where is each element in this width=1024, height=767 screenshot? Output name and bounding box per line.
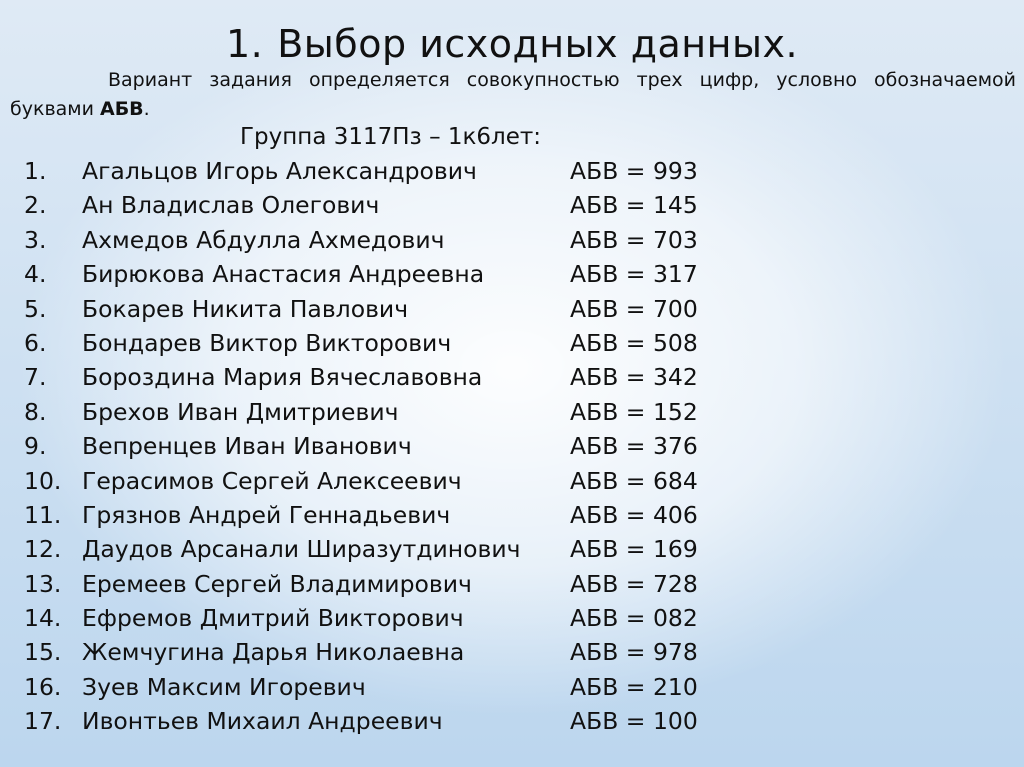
student-index: 2. [24, 191, 47, 220]
student-index: 7. [24, 363, 47, 392]
list-item [0, 498, 1024, 532]
student-index: 13. [24, 569, 62, 598]
list-item [0, 567, 1024, 601]
list-item [0, 360, 1024, 394]
student-name: Герасимов Сергей Алексеевич [82, 466, 462, 495]
student-index: 11. [24, 500, 62, 529]
list-item [0, 704, 1024, 738]
title-text: Выбор исходных данных. [277, 22, 799, 66]
list-item [0, 670, 1024, 704]
student-name: Агальцов Игорь Александрович [82, 157, 477, 185]
intro-bold: АБВ [100, 98, 144, 120]
list-item [0, 464, 1024, 498]
title-number: 1. [225, 22, 264, 66]
list-item [0, 395, 1024, 429]
list-item [0, 326, 1024, 360]
student-index: 8. [24, 397, 47, 426]
intro-text: Вариант задания определяется совокупностью трех цифр, условно обозначаемой буквами [10, 69, 1016, 120]
list-item [0, 635, 1024, 669]
student-name: Ахмедов Абдулла Ахмедович [82, 225, 445, 254]
student-index: 10. [24, 466, 62, 495]
list-item [0, 601, 1024, 635]
student-index: 1. [24, 157, 47, 185]
student-value: АБВ = 210 [570, 672, 698, 701]
student-index: 3. [24, 225, 47, 254]
student-name: Ефремов Дмитрий Викторович [82, 604, 464, 633]
list-item [0, 292, 1024, 326]
list-item [0, 429, 1024, 463]
student-name: Брехов Иван Дмитриевич [82, 397, 399, 426]
student-name: Ан Владислав Олегович [82, 191, 380, 220]
list-item [0, 188, 1024, 222]
student-name: Зуев Максим Игоревич [82, 672, 366, 701]
group-heading: Группа 3117Пз – 1к6лет: [240, 124, 542, 150]
student-name: Бондарев Виктор Викторович [82, 328, 452, 357]
student-value: АБВ = 978 [570, 638, 698, 667]
student-list [0, 154, 1024, 739]
student-value: АБВ = 169 [570, 535, 698, 564]
student-value: АБВ = 376 [570, 432, 698, 461]
student-name: Жемчугина Дарья Николаевна [82, 638, 465, 667]
intro-end: . [143, 98, 150, 120]
student-name: Грязнов Андрей Геннадьевич [82, 500, 451, 529]
intro-paragraph [10, 66, 1016, 124]
student-value: АБВ = 082 [570, 604, 698, 633]
student-name: Бокарев Никита Павлович [82, 294, 409, 323]
student-index: 16. [24, 672, 62, 701]
student-name: Даудов Арсанали Ширазутдинович [82, 535, 521, 564]
student-index: 6. [24, 328, 47, 357]
student-value: АБВ = 406 [570, 500, 698, 529]
student-value: АБВ = 993 [570, 157, 698, 185]
student-index: 17. [24, 707, 62, 736]
student-value: АБВ = 700 [570, 294, 698, 323]
student-value: АБВ = 684 [570, 466, 698, 495]
list-item [0, 532, 1024, 566]
student-index: 14. [24, 604, 62, 633]
student-name: Еремеев Сергей Владимирович [82, 569, 472, 598]
slide-title [0, 22, 1024, 66]
student-index: 5. [24, 294, 47, 323]
student-value: АБВ = 508 [570, 328, 698, 357]
student-value: АБВ = 317 [570, 260, 698, 289]
student-value: АБВ = 342 [570, 363, 698, 392]
student-index: 4. [24, 260, 47, 289]
list-item [0, 257, 1024, 291]
student-name: Ивонтьев Михаил Андреевич [82, 707, 443, 736]
student-index: 15. [24, 638, 62, 667]
student-index: 12. [24, 535, 62, 564]
student-value: АБВ = 703 [570, 225, 698, 254]
student-name: Вепренцев Иван Иванович [82, 432, 412, 461]
student-name: Бирюкова Анастасия Андреевна [82, 260, 485, 289]
student-value: АБВ = 100 [570, 707, 698, 736]
student-index: 9. [24, 432, 47, 461]
student-value: АБВ = 145 [570, 191, 698, 220]
list-item [0, 223, 1024, 257]
student-value: АБВ = 728 [570, 569, 698, 598]
student-value: АБВ = 152 [570, 397, 698, 426]
student-name: Бороздина Мария Вячеславовна [82, 363, 483, 392]
list-item [0, 154, 1024, 188]
